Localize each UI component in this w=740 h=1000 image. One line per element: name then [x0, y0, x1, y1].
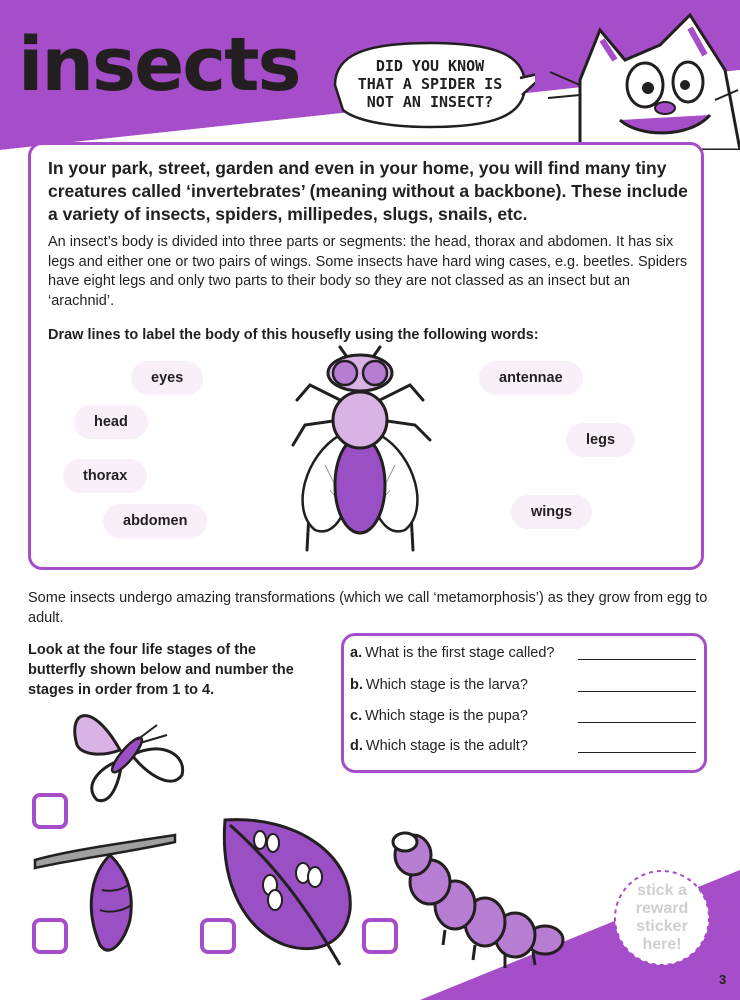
cartoon-cat-illustration	[540, 10, 740, 150]
body-paragraph: An insect’s body is divided into three parts or segments: the head, thorax and abdomen. It has six legs and either one or two pairs of wings. Some insects have hard wing cases, e.g. beetles. Spiders have eight legs and only two parts to their body so they are not classed as an insect but an ‘arachnid’.	[48, 234, 688, 309]
bubble-line: NOT AN INSECT?	[366, 93, 494, 111]
question-text: Which stage is the larva?	[365, 677, 528, 693]
question-row	[350, 674, 700, 696]
answer-line[interactable]	[578, 752, 696, 753]
question-row	[350, 705, 700, 727]
sticker-line: reward	[635, 900, 689, 917]
question-row	[350, 735, 700, 757]
label-wings[interactable]: wings	[511, 495, 592, 529]
stage-number-box-caterpillar[interactable]	[362, 918, 398, 954]
stage-number-box-butterfly[interactable]	[32, 793, 68, 829]
question-letter: b.	[350, 677, 363, 693]
stage-number-box-chrysalis[interactable]	[32, 918, 68, 954]
bubble-line: DID YOU KNOW	[375, 57, 485, 75]
label-antennae[interactable]: antennae	[479, 361, 583, 395]
question-letter: d.	[350, 738, 363, 754]
bubble-line: THAT A SPIDER IS	[357, 75, 503, 93]
intro-paragraph: In your park, street, garden and even in your home, you will find many tiny creatures called ‘invertebrates’ (meaning without a backbone). These include a variety of insects, spiders, millipedes, slugs, snails, etc.	[48, 158, 688, 224]
answer-line[interactable]	[578, 691, 696, 692]
label-instruction: Draw lines to label the body of this housefly using the following words:	[48, 327, 539, 343]
sticker-line: here!	[642, 936, 682, 953]
caterpillar-illustration	[385, 820, 565, 970]
butterfly-illustration	[62, 695, 192, 805]
question-letter: a.	[350, 645, 363, 661]
question-text: Which stage is the adult?	[365, 738, 528, 754]
speech-bubble-text	[345, 57, 515, 111]
leaf-with-eggs-illustration	[215, 815, 365, 975]
label-eyes[interactable]: eyes	[131, 361, 203, 395]
metamorphosis-paragraph: Some insects undergo amazing transformations (which we call ‘metamorphosis’) as they grow from egg to adult.	[28, 590, 708, 626]
page-title: insects	[18, 22, 300, 108]
question-letter: c.	[350, 708, 363, 724]
sticker-text	[618, 882, 706, 954]
label-legs[interactable]: legs	[566, 423, 635, 457]
answer-line[interactable]	[578, 659, 696, 660]
label-head[interactable]: head	[74, 405, 148, 439]
sticker-line: sticker	[636, 918, 688, 935]
question-text: What is the first stage called?	[365, 645, 555, 661]
question-text: Which stage is the pupa?	[365, 708, 528, 724]
page-number: 3	[719, 972, 727, 987]
label-abdomen[interactable]: abdomen	[103, 504, 207, 538]
stages-instruction: Look at the four life stages of the butterfly shown below and number the stages in order from 1 to 4.	[28, 642, 294, 698]
sticker-line: stick a	[637, 882, 687, 899]
housefly-illustration	[285, 345, 435, 560]
question-row	[350, 642, 700, 664]
label-thorax[interactable]: thorax	[63, 459, 147, 493]
answer-line[interactable]	[578, 722, 696, 723]
stage-number-box-eggs[interactable]	[200, 918, 236, 954]
